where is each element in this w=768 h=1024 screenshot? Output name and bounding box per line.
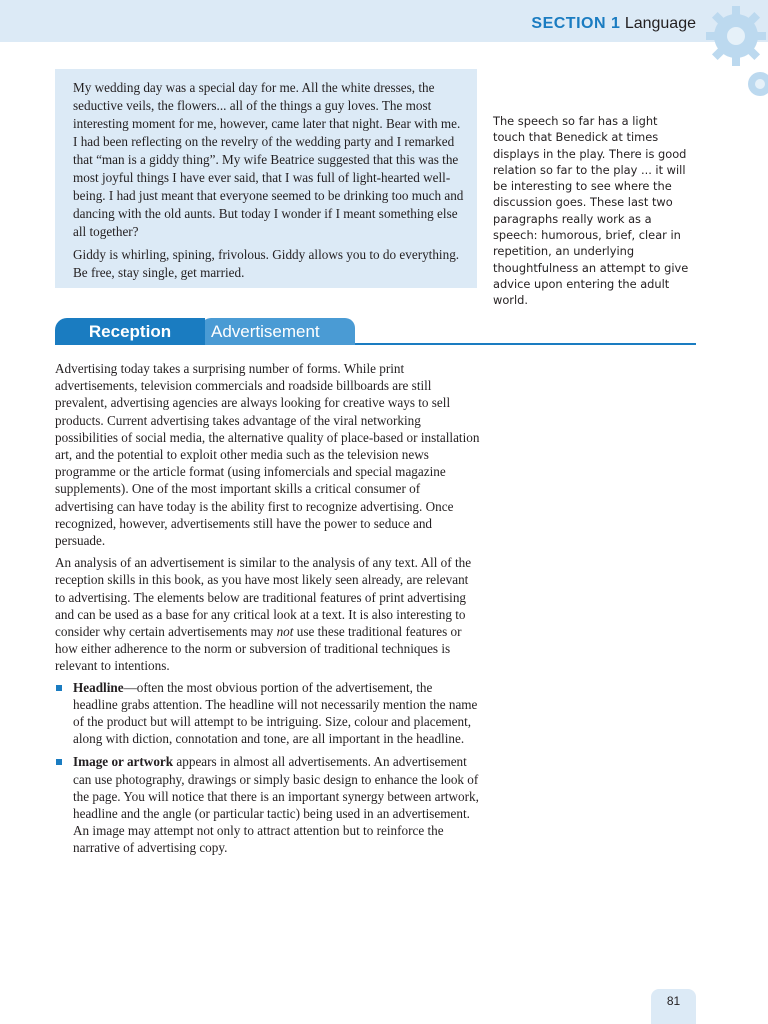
tab-reception: Reception bbox=[55, 318, 205, 345]
article-body bbox=[55, 360, 480, 863]
body-paragraph: Advertising today takes a surprising number of forms. While print advertisements, television commercials and roadside billboards are still prevalent, advertising agencies are always looking for creative ways to sell products. Current advertising takes advantage of the viral networking possibilities of social media, the alternative quality of place-based or installation art, and the potential to exploit other media such as the television news programme or the article format (using infomercials and special magazine supplements). One of the most important skills a critical consumer of advertising can have today is the ability first to recognize advertising. Once recognized, however, advertisements still have the power to seduce and persuade. bbox=[55, 361, 480, 549]
list-item bbox=[55, 679, 480, 748]
speech-paragraph: My wedding day was a special day for me. All the white dresses, the seductive veils, the flowers... all of the things a guy loves. The most interesting moment for me, however, came later that night. Bear with me. I had been reflecting on the revelry of the wedding party and I remarked that “man is a giddy thing”. My wife Beatrice suggested that this was the most joyful things I have ever said, that I was full of light-hearted well-being. I had just meant that everyone seemed to be drinking too much and dancing with the old aunts. But today I wonder if I meant something else all together? bbox=[73, 80, 464, 239]
gear-icon bbox=[668, 0, 768, 100]
list-item bbox=[55, 753, 480, 856]
emphasis-not: not bbox=[276, 624, 294, 640]
bullet-square-icon bbox=[56, 759, 62, 765]
list-item-text: appears in almost all advertisements. An advertisement can use photography, drawings or simply basic design to enhance the look of the page. You will notice that there is an important synergy between artwork, headline and the angle (or particular tactic) being used in an advertisement. An image may attempt not only to attract attention but to reinforce the narrative of advertising copy. bbox=[73, 754, 479, 856]
list-item-text: —often the most obvious portion of the advertisement, the headline grabs attention. The headline will not necessarily mention the name of the product but will attempt to be intriguing. Size, colour and placement, along with diction, connotation and tone, are all important in the headline. bbox=[73, 679, 478, 747]
section-label: SECTION 1 bbox=[531, 15, 621, 32]
handwritten-side-note: The speech so far has a light touch that Benedick at times displays in the play. There is good relation so far to the play ... it will be interesting to see where the discussion goes. These last two paragraphs really work as a speech: humorous, brief, clear in repetition, an underlying thoughtfulness an attempt to give advice upon entering the adult world. bbox=[493, 114, 689, 308]
feature-list bbox=[55, 679, 480, 857]
speech-excerpt-box bbox=[55, 69, 477, 288]
list-item-term: Headline bbox=[73, 679, 124, 695]
body-paragraph: An analysis of an advertisement is similar to the analysis of any text. All of the reception skills in this book, as you have most likely seen already, are relevant to advertising. The elements below are traditional features of print advertising and can be used as a base for any critical look at a text. It is also interesting to consider why certain advertisements may not use these traditional features or how either adherence to the norm or subversion of traditional techniques is relevant to intentions. bbox=[55, 555, 472, 674]
tab-advertisement: Advertisement bbox=[201, 318, 355, 345]
speech-paragraph: Giddy is whirling, spining, frivolous. Giddy allows you to do everything. Be free, stay single, get married. bbox=[73, 247, 460, 280]
page-number: 81 bbox=[651, 989, 696, 1024]
section-title: Language bbox=[624, 15, 696, 32]
bullet-square-icon bbox=[56, 685, 62, 691]
list-item-term: Image or artwork bbox=[73, 754, 174, 770]
